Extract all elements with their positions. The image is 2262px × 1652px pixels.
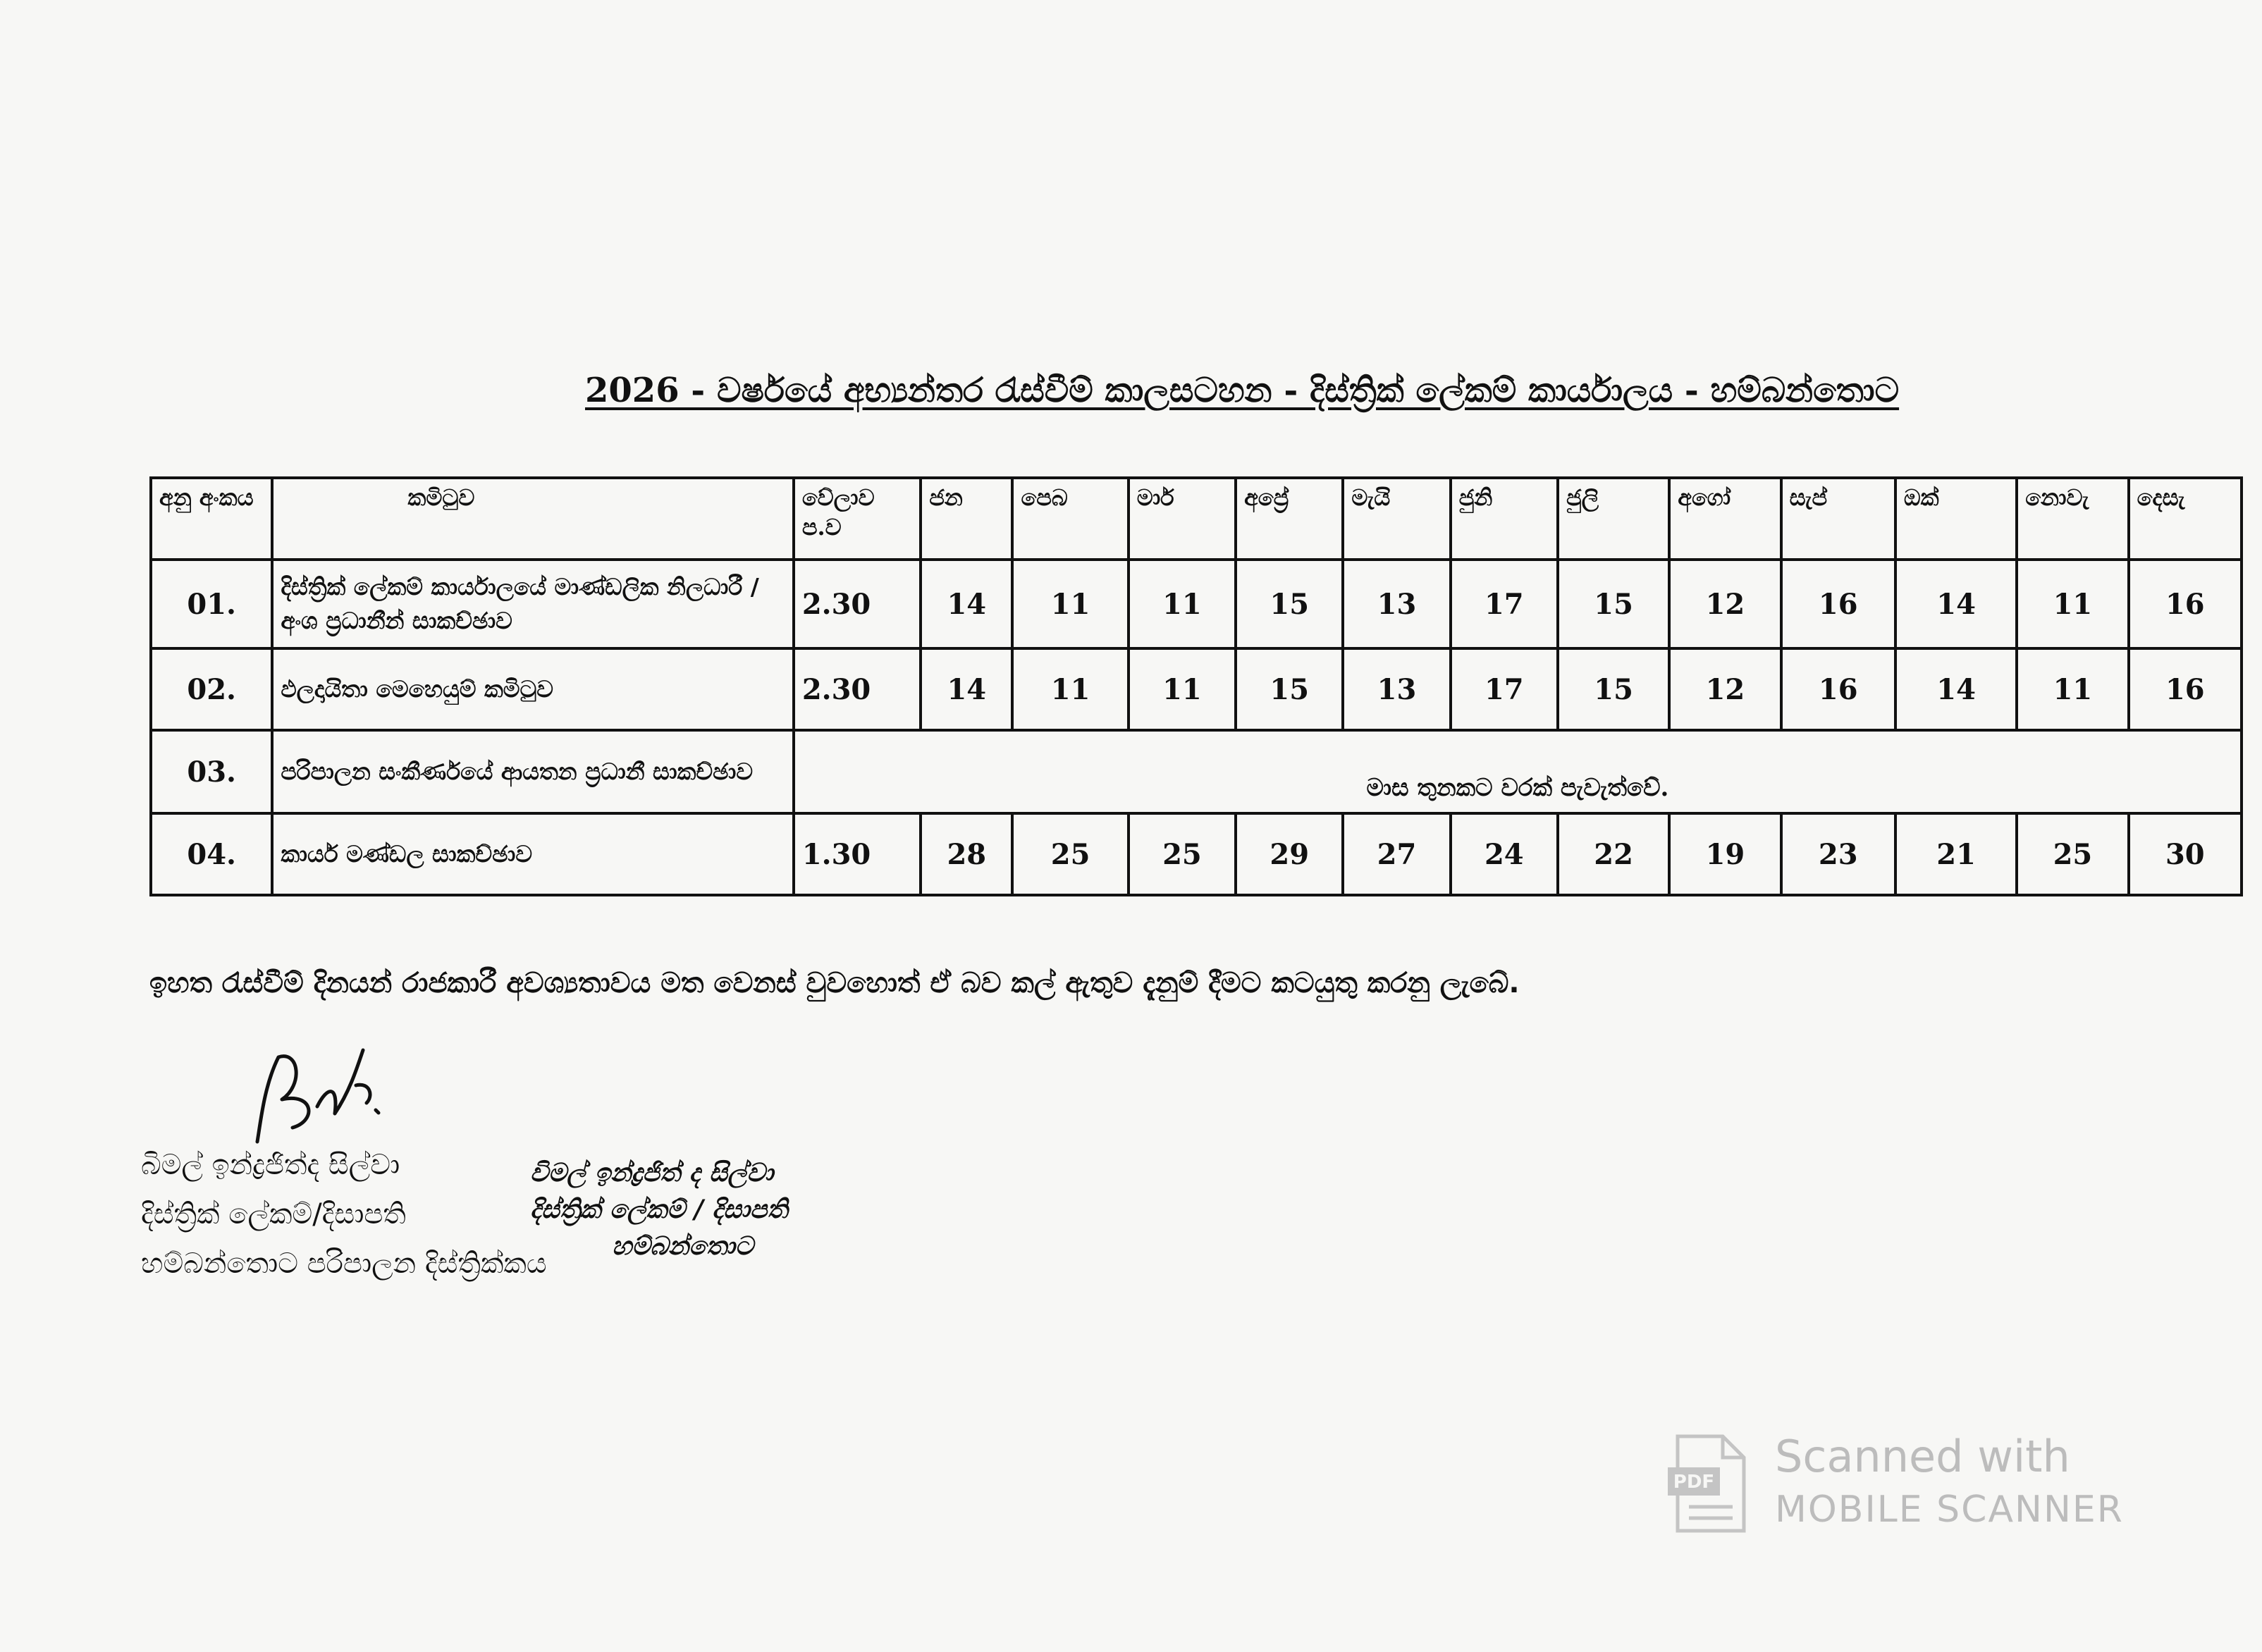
header-month: ජුනි: [1451, 478, 1558, 560]
header-no: අනු අංකය: [151, 478, 272, 560]
committee-name: පරිපාලන සංකීර්ණයේ ආයතන ප්‍රධානී සාකච්ඡාව: [272, 730, 793, 813]
table-row: [151, 648, 2242, 730]
header-month: අප්‍රේ: [1236, 478, 1343, 560]
meeting-day: 29: [1236, 813, 1343, 895]
meeting-day: 27: [1343, 813, 1450, 895]
signatory-designation: දිස්ත්‍රික් ලේකම්/දිසාපති: [141, 1198, 406, 1231]
handwritten-signature: [250, 1043, 384, 1149]
stamp-designation: දිස්ත්‍රික් ලේකම් / දිසාපති: [530, 1195, 788, 1224]
header-committee: කමිටුව: [272, 478, 793, 560]
watermark-line1: Scanned with: [1775, 1431, 2070, 1482]
committee-name: කාර්ය මණ්ඩල සාකච්ඡාව: [272, 813, 793, 895]
meeting-day: 19: [1669, 813, 1781, 895]
meeting-day: 25: [2017, 813, 2128, 895]
signatory-district: හම්බන්තොට පරිපාලන දිස්ත්‍රික්කය: [141, 1247, 547, 1280]
header-month: මාර්: [1129, 478, 1236, 560]
meeting-day: 11: [1012, 560, 1128, 648]
header-time: වේලාව ප.ව: [794, 478, 921, 560]
scanner-watermark: [1665, 1431, 2172, 1551]
table-row: [151, 560, 2242, 648]
header-month: මැයි: [1343, 478, 1450, 560]
meeting-day: 14: [921, 648, 1012, 730]
meeting-day: 14: [1895, 648, 2017, 730]
header-month: පෙබ: [1012, 478, 1128, 560]
signatory-block: [141, 1140, 547, 1288]
header-month: ජුලි: [1558, 478, 1669, 560]
row-number: 02.: [151, 648, 272, 730]
committee-name: ඵලදායිතා මෙහෙයුම් කමිටුව: [272, 648, 793, 730]
meeting-day: 11: [1129, 560, 1236, 648]
header-month: නොවැ: [2017, 478, 2128, 560]
meeting-day: 28: [921, 813, 1012, 895]
meeting-time: 2.30: [794, 648, 921, 730]
meeting-day: 15: [1558, 560, 1669, 648]
header-month: අගෝ: [1669, 478, 1781, 560]
row-number: 01.: [151, 560, 272, 648]
meeting-day: 25: [1012, 813, 1128, 895]
meeting-schedule-table: [149, 476, 2243, 896]
meeting-day: 11: [2017, 560, 2128, 648]
rescheduling-note: ඉහත රැස්වීම් දිනයන් රාජකාරී අවශ්‍යතාවය මත වෙනස් වුවහොත් ඒ බව කල් ඇතුව දැනුම් දීමට කටයුතු කරනු ලැබේ.: [149, 967, 1520, 999]
official-stamp: [530, 1154, 788, 1264]
page-title: 2026 - වර්ෂයේ අභ්‍යන්තර රැස්වීම් කාලසටහන - දිස්ත්‍රික් ලේකම් කාර්යාලය - හම්බන්තොට: [585, 371, 1900, 410]
meeting-day: 17: [1451, 560, 1558, 648]
table-row: [151, 813, 2242, 895]
meeting-day: 21: [1895, 813, 2017, 895]
meeting-day: 16: [2129, 648, 2242, 730]
committee-name: දිස්ත්‍රික් ලේකම් කාර්යාලයේ මාණ්ඩලික නිලධාරී / අංශ ප්‍රධානීන් සාකච්ඡාව: [272, 560, 793, 648]
quarterly-note: මාස තුනකට වරක් පැවැත්වේ.: [794, 730, 2242, 813]
meeting-time: 2.30: [794, 560, 921, 648]
meeting-day: 22: [1558, 813, 1669, 895]
table-header-row: [151, 478, 2242, 560]
meeting-day: 14: [1895, 560, 2017, 648]
meeting-day: 30: [2129, 813, 2242, 895]
signatory-name: බිමල් ඉන්ද්‍රජිත්ද සිල්වා: [141, 1149, 400, 1181]
watermark-line2: MOBILE SCANNER: [1775, 1488, 2124, 1531]
meeting-day: 13: [1343, 560, 1450, 648]
meeting-day: 11: [1129, 648, 1236, 730]
stamp-name: විමල් ඉන්ද්‍රජිත් ද සිල්වා: [530, 1158, 774, 1188]
meeting-day: 23: [1781, 813, 1895, 895]
meeting-time: 1.30: [794, 813, 921, 895]
header-month: දෙසැ: [2129, 478, 2242, 560]
meeting-day: 12: [1669, 648, 1781, 730]
table-row: [151, 730, 2242, 813]
header-month: ඔක්: [1895, 478, 2017, 560]
header-month: සැප්: [1781, 478, 1895, 560]
meeting-day: 15: [1236, 648, 1343, 730]
stamp-place: හම්බන්තොට: [612, 1231, 754, 1261]
meeting-day: 16: [1781, 648, 1895, 730]
row-number: 03.: [151, 730, 272, 813]
meeting-day: 25: [1129, 813, 1236, 895]
meeting-day: 14: [921, 560, 1012, 648]
meeting-day: 15: [1236, 560, 1343, 648]
meeting-day: 17: [1451, 648, 1558, 730]
meeting-day: 24: [1451, 813, 1558, 895]
meeting-day: 11: [1012, 648, 1128, 730]
meeting-day: 16: [2129, 560, 2242, 648]
meeting-day: 12: [1669, 560, 1781, 648]
meeting-day: 16: [1781, 560, 1895, 648]
meeting-day: 13: [1343, 648, 1450, 730]
meeting-day: 15: [1558, 648, 1669, 730]
header-month: ජන: [921, 478, 1012, 560]
pdf-file-icon: [1665, 1431, 1757, 1536]
meeting-day: 11: [2017, 648, 2128, 730]
row-number: 04.: [151, 813, 272, 895]
pdf-icon-label: PDF: [1673, 1472, 1715, 1493]
